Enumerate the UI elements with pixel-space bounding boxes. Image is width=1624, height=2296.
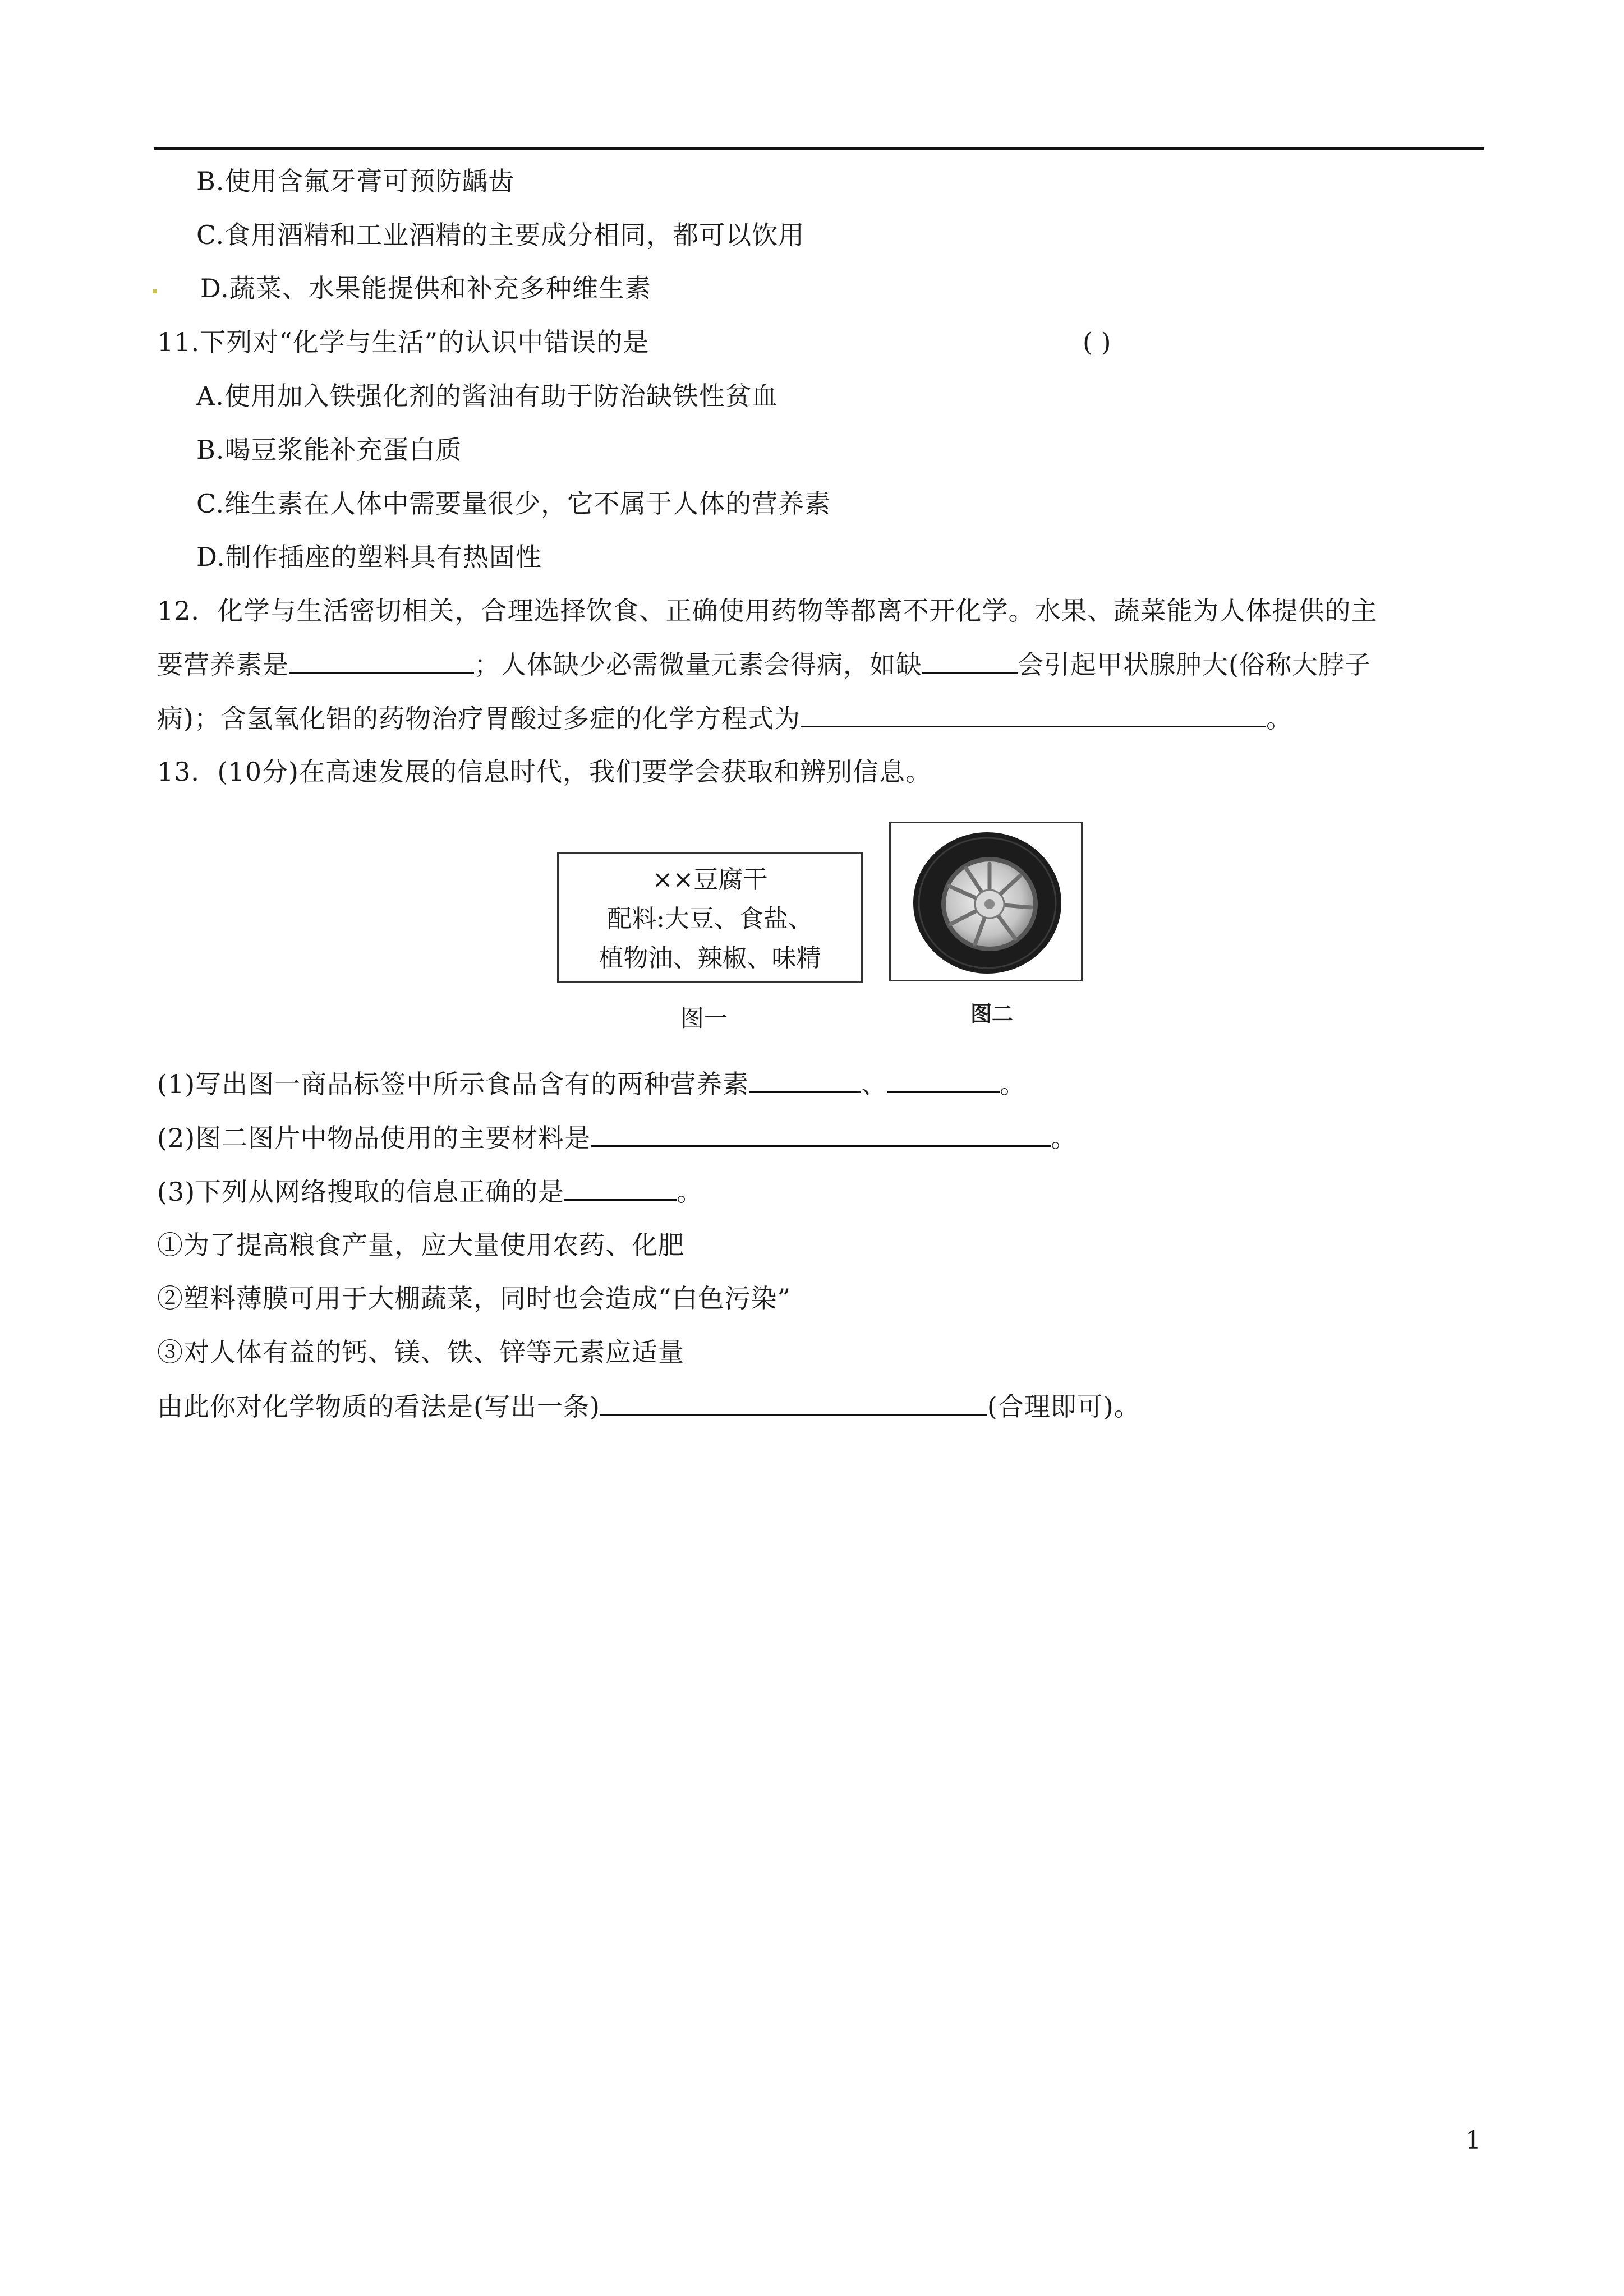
q12-text-a: 要营养素是 xyxy=(157,649,289,680)
q13-sub2-text: (2)图二图片中物品使用的主要材料是 xyxy=(157,1123,591,1153)
q13-sub1-text: (1)写出图一商品标签中所示食品含有的两种营养素 xyxy=(157,1069,749,1099)
q12-blank-element[interactable] xyxy=(922,647,1018,674)
q13-item-3: ③对人体有益的钙、镁、铁、锌等元素应适量 xyxy=(157,1337,684,1367)
q13-sub3-end: 。 xyxy=(677,1177,703,1207)
q12-line-1: 12．化学与生活密切相关，合理选择饮食、正确使用药物等都离不开化学。水果、蔬菜能为人体提供的主 xyxy=(157,596,1378,626)
stray-dot-mark xyxy=(153,289,157,293)
q12-blank-nutrient[interactable] xyxy=(289,647,474,674)
q11-option-a: A.使用加入铁强化剂的酱油有助于防治缺铁性贫血 xyxy=(196,381,778,411)
q11-stem: 11.下列对“化学与生活”的认识中错误的是 xyxy=(157,327,650,357)
q13-sub1-blank-1[interactable] xyxy=(749,1067,861,1093)
figure1-food-label xyxy=(557,852,863,983)
q13-sub1-sep: 、 xyxy=(861,1069,888,1099)
q13-sub1-blank-2[interactable] xyxy=(887,1067,1000,1093)
figure1-title: ××豆腐干 xyxy=(652,865,768,894)
q12-line-2 xyxy=(157,647,1371,681)
q13-sub3 xyxy=(157,1174,703,1209)
q11-answer-paren: ( ) xyxy=(1083,327,1111,357)
header-rule xyxy=(154,147,1484,150)
q11-option-d: D.制作插座的塑料具有热固性 xyxy=(196,542,542,572)
q11-option-c: C.维生素在人体中需要量很少，它不属于人体的营养素 xyxy=(196,488,831,519)
figure2-caption: 图二 xyxy=(970,1002,1014,1026)
figure1-caption: 图一 xyxy=(680,1004,728,1032)
q13-sub2 xyxy=(157,1121,1077,1155)
q13-stem: 13．(10分)在高速发展的信息时代，我们要学会获取和辨别信息。 xyxy=(157,757,932,787)
q13-sub3-text: (3)下列从网络搜取的信息正确的是 xyxy=(157,1177,565,1207)
q13-sub1-end: 。 xyxy=(1000,1069,1027,1099)
q13-sub2-blank[interactable] xyxy=(591,1121,1051,1147)
q12-text-b: ；人体缺少必需微量元素会得病，如缺 xyxy=(474,649,922,680)
figure1-ingredients-1: 配料:大豆、食盐、 xyxy=(607,905,813,933)
q10-option-d: D.蔬菜、水果能提供和补充多种维生素 xyxy=(200,273,651,303)
q12-blank-equation[interactable] xyxy=(801,701,1266,727)
q10-option-b: B.使用含氟牙膏可预防龋齿 xyxy=(196,166,515,196)
q11-option-b: B.喝豆浆能补充蛋白质 xyxy=(196,435,462,465)
q12-text-e: 。 xyxy=(1266,703,1292,734)
q12-line-3 xyxy=(157,701,1292,735)
q13-sub2-end: 。 xyxy=(1051,1123,1078,1153)
q13-item-2: ②塑料薄膜可用于大棚蔬菜，同时也会造成“白色污染” xyxy=(157,1283,792,1313)
q13-opinion-text: 由此你对化学物质的看法是(写出一条) xyxy=(157,1391,600,1422)
tire-icon xyxy=(891,823,1081,980)
q13-opinion-blank[interactable] xyxy=(600,1389,987,1416)
q13-sub1 xyxy=(157,1067,1026,1101)
q13-opinion xyxy=(157,1389,1140,1423)
figure1-ingredients-2: 植物油、辣椒、味精 xyxy=(599,944,821,972)
page-number: 1 xyxy=(1465,2126,1481,2155)
figure2-image-frame xyxy=(889,822,1083,981)
q13-opinion-end: (合理即可)。 xyxy=(987,1391,1140,1422)
q12-text-c: 会引起甲状腺肿大(俗称大脖子 xyxy=(1018,649,1371,680)
q12-text-d: 病)；含氢氧化铝的药物治疗胃酸过多症的化学方程式为 xyxy=(157,703,801,734)
q10-option-c: C.食用酒精和工业酒精的主要成分相同，都可以饮用 xyxy=(196,220,805,250)
q13-item-1: ①为了提高粮食产量，应大量使用农药、化肥 xyxy=(157,1230,684,1260)
q13-sub3-blank[interactable] xyxy=(564,1174,677,1201)
